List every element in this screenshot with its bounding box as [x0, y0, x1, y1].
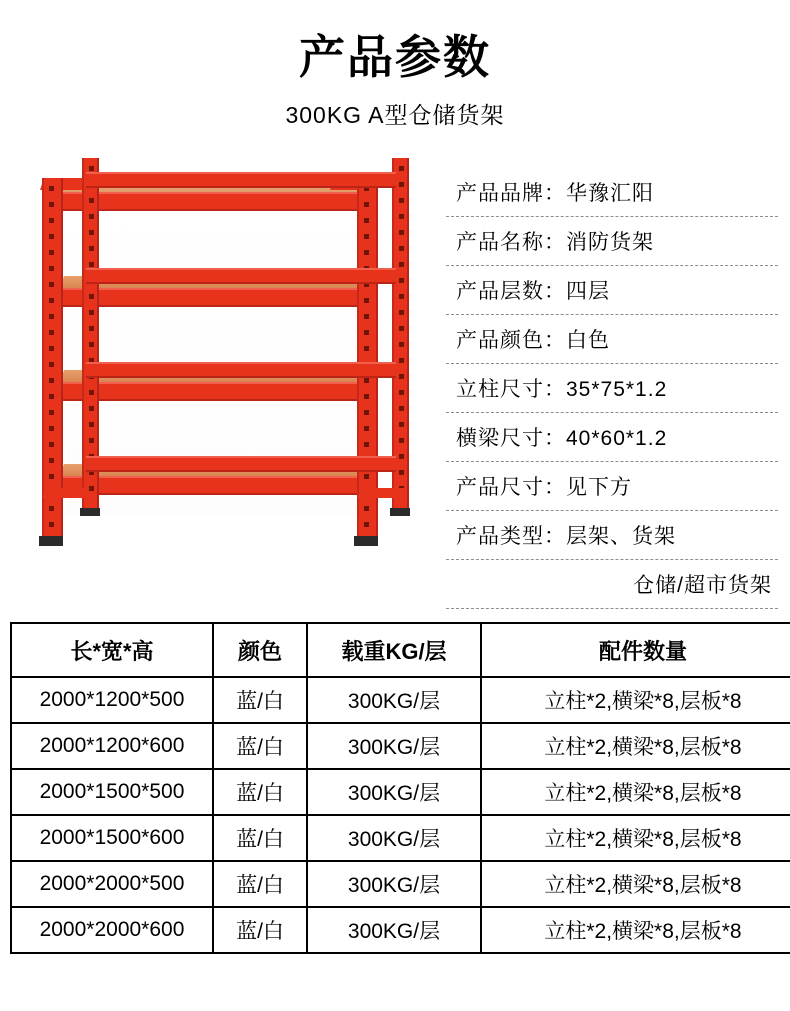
spec-value-color: 白色 [566, 328, 610, 352]
rack-post-holes [399, 166, 404, 502]
table-row [11, 861, 790, 907]
table-header-load: 载重KG/层 [307, 623, 481, 677]
cell-size: 2000*1500*600 [11, 815, 213, 861]
rack-post-front-left [42, 178, 63, 538]
cell-load: 300KG/层 [307, 907, 481, 953]
spec-row-beam-size [446, 413, 778, 462]
spec-value-post-size: 35*75*1.2 [566, 377, 668, 401]
cell-color: 蓝/白 [213, 815, 307, 861]
table-header-parts: 配件数量 [481, 623, 790, 677]
cell-size: 2000*1200*600 [11, 723, 213, 769]
spec-value-layers: 四层 [566, 279, 610, 303]
cell-load: 300KG/层 [307, 861, 481, 907]
cell-color: 蓝/白 [213, 677, 307, 723]
cell-size: 2000*2000*600 [11, 907, 213, 953]
spec-label-product-size: 产品尺寸： [456, 475, 566, 499]
spec-table-wrapper [10, 622, 780, 954]
rack-beam-back-4 [86, 456, 396, 472]
rack-drawing [26, 158, 422, 558]
cell-parts: 立柱*2,横梁*8,层板*8 [481, 861, 790, 907]
rack-beam-back-1 [86, 172, 396, 188]
table-row [11, 815, 790, 861]
spec-label-brand: 产品品牌： [456, 181, 566, 205]
cell-color: 蓝/白 [213, 723, 307, 769]
rack-foot-front-left [39, 536, 63, 546]
spec-row-type-continued: 仓储/超市货架 [446, 560, 778, 609]
table-row [11, 907, 790, 953]
rack-side-brace-left [42, 488, 89, 498]
rack-foot-back-left [80, 508, 100, 516]
cell-parts: 立柱*2,横梁*8,层板*8 [481, 769, 790, 815]
spec-value-beam-size: 40*60*1.2 [566, 426, 668, 450]
rack-post-holes [89, 166, 94, 502]
cell-load: 300KG/层 [307, 815, 481, 861]
spec-row-product-size [446, 462, 778, 511]
table-header-size: 长*宽*高 [11, 623, 213, 677]
table-header-row [11, 623, 790, 677]
cell-color: 蓝/白 [213, 769, 307, 815]
cell-size: 2000*2000*500 [11, 861, 213, 907]
spec-label-name: 产品名称： [456, 230, 566, 254]
spec-label-post-size: 立柱尺寸： [456, 377, 566, 401]
spec-row-post-size [446, 364, 778, 413]
spec-value-type: 层架、货架 [566, 524, 676, 548]
cell-color: 蓝/白 [213, 907, 307, 953]
spec-label-type: 产品类型： [456, 524, 566, 548]
spec-value-brand: 华豫汇阳 [566, 181, 654, 205]
rack-side-brace-right [357, 488, 404, 498]
page-title: 产品参数 [299, 31, 491, 83]
spec-list [446, 148, 778, 609]
rack-foot-back-right [390, 508, 410, 516]
table-row [11, 723, 790, 769]
table-row [11, 677, 790, 723]
middle-section [0, 130, 790, 609]
cell-parts: 立柱*2,横梁*8,层板*8 [481, 907, 790, 953]
spec-label-color: 产品颜色： [456, 328, 566, 352]
rack-foot-front-right [354, 536, 378, 546]
cell-parts: 立柱*2,横梁*8,层板*8 [481, 677, 790, 723]
rack-post-holes [364, 186, 369, 530]
rack-beam-back-3 [86, 362, 396, 378]
page-subtitle: 300KG A型仓储货架 [285, 101, 505, 128]
spec-table [10, 622, 790, 954]
rack-illustration [8, 148, 438, 568]
rack-beam-back-2 [86, 268, 396, 284]
cell-load: 300KG/层 [307, 677, 481, 723]
spec-row-color [446, 315, 778, 364]
spec-row-name [446, 217, 778, 266]
cell-load: 300KG/层 [307, 769, 481, 815]
spec-value-name: 消防货架 [566, 230, 654, 254]
cell-load: 300KG/层 [307, 723, 481, 769]
table-row [11, 769, 790, 815]
spec-value-product-size: 见下方 [566, 475, 632, 499]
cell-color: 蓝/白 [213, 861, 307, 907]
spec-row-layers [446, 266, 778, 315]
spec-label-beam-size: 横梁尺寸： [456, 426, 566, 450]
cell-size: 2000*1200*500 [11, 677, 213, 723]
table-header-color: 颜色 [213, 623, 307, 677]
cell-parts: 立柱*2,横梁*8,层板*8 [481, 815, 790, 861]
spec-row-brand [446, 168, 778, 217]
rack-post-holes [49, 186, 54, 530]
rack-post-front-right [357, 178, 378, 538]
cell-parts: 立柱*2,横梁*8,层板*8 [481, 723, 790, 769]
spec-row-type [446, 511, 778, 560]
cell-size: 2000*1500*500 [11, 769, 213, 815]
spec-label-layers: 产品层数： [456, 279, 566, 303]
